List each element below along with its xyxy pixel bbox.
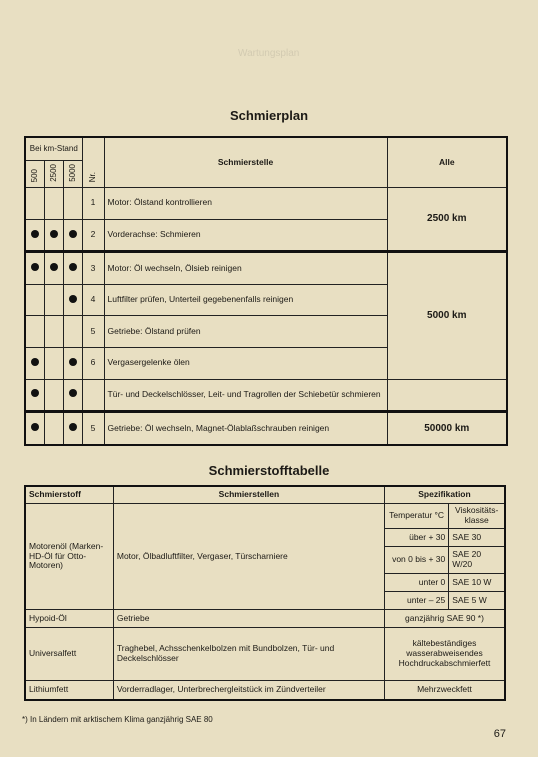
plan-schmierstelle: Getriebe: Öl wechseln, Magnet-Ölablaßschrauben reinigen xyxy=(104,412,387,445)
km-cell xyxy=(63,316,82,348)
spec-temp: unter 0 xyxy=(384,574,448,592)
alle-header: Alle xyxy=(387,137,507,188)
plan-schmierstelle: Vergasergelenke ölen xyxy=(104,347,387,379)
spec-temp: über + 30 xyxy=(384,529,448,547)
km-cell xyxy=(63,188,82,220)
bullet-dot-icon xyxy=(69,295,77,303)
km-500-header: 500 xyxy=(25,161,44,188)
motoroel-name: Motorenöl (Marken-HD-Öl für Otto-Motoren) xyxy=(25,504,113,610)
schmierstelle-header: Schmierstelle xyxy=(104,137,387,188)
schmierplan-title: Schmierplan xyxy=(229,108,309,123)
plan-nr: 3 xyxy=(82,252,104,285)
stoff-stellen: Vorderradlager, Unterbrechergleitstück im Zündverteiler xyxy=(113,681,384,701)
km-cell xyxy=(63,412,82,445)
km-cell xyxy=(44,252,63,285)
plan-schmierstelle: Motor: Öl wechseln, Ölsieb reinigen xyxy=(104,252,387,285)
schmierstellen-header: Schmierstellen xyxy=(113,486,384,504)
bullet-dot-icon xyxy=(69,263,77,271)
spec-visk: SAE 20 W/20 xyxy=(449,547,505,574)
km-cell xyxy=(63,284,82,316)
plan-schmierstelle: Getriebe: Ölstand prüfen xyxy=(104,316,387,348)
km-cell xyxy=(25,412,44,445)
km-cell xyxy=(25,188,44,220)
temp-header: Temperatur °C xyxy=(384,504,448,529)
page-number: 67 xyxy=(493,728,506,740)
bullet-dot-icon xyxy=(31,230,39,238)
bullet-dot-icon xyxy=(31,389,39,397)
spec-visk: SAE 30 xyxy=(449,529,505,547)
km-5000-header: 5000 xyxy=(63,161,82,188)
plan-schmierstelle: Motor: Ölstand kontrollieren xyxy=(104,188,387,220)
bullet-dot-icon xyxy=(69,358,77,366)
stoff-name: Universalfett xyxy=(25,628,113,681)
bleed-through-text: Wartungsplan xyxy=(238,48,300,59)
km-cell xyxy=(44,188,63,220)
plan-nr: 5 xyxy=(82,316,104,348)
plan-nr: 6 xyxy=(82,347,104,379)
plan-nr: 1 xyxy=(82,188,104,220)
km-2500-header: 2500 xyxy=(44,161,63,188)
km-cell xyxy=(44,219,63,252)
plan-schmierstelle: Tür- und Deckelschlösser, Leit- und Tragrollen der Schiebetür schmieren xyxy=(104,379,387,412)
bullet-dot-icon xyxy=(31,358,39,366)
schmierplan-table xyxy=(24,136,508,446)
km-cell xyxy=(25,252,44,285)
visk-header: Viskositäts-klasse xyxy=(449,504,505,529)
schmierstofftabelle-table xyxy=(24,485,506,701)
bullet-dot-icon xyxy=(69,389,77,397)
km-cell xyxy=(44,347,63,379)
plan-schmierstelle: Luftfilter prüfen, Unterteil gegebenenfalls reinigen xyxy=(104,284,387,316)
stoff-spec: ganzjährig SAE 90 *) xyxy=(384,610,505,628)
plan-nr: 4 xyxy=(82,284,104,316)
schmierstoff-header: Schmierstoff xyxy=(25,486,113,504)
stoff-spec: Mehrzweckfett xyxy=(384,681,505,701)
schmierstofftabelle-title: Schmierstofftabelle xyxy=(208,463,330,478)
plan-nr: 5 xyxy=(82,412,104,445)
km-cell xyxy=(63,379,82,412)
spec-visk: SAE 10 W xyxy=(449,574,505,592)
km-cell xyxy=(25,284,44,316)
stoff-name: Lithiumfett xyxy=(25,681,113,701)
nr-header: Nr. xyxy=(82,137,104,188)
plan-nr xyxy=(82,379,104,412)
motoroel-stellen: Motor, Ölbadluftfilter, Vergaser, Türscharniere xyxy=(113,504,384,610)
plan-nr: 2 xyxy=(82,219,104,252)
spec-temp: von 0 bis + 30 xyxy=(384,547,448,574)
bullet-dot-icon xyxy=(69,423,77,431)
stoff-stellen: Getriebe xyxy=(113,610,384,628)
bullet-dot-icon xyxy=(50,263,58,271)
footnote: *) In Ländern mit arktischem Klima ganzjährig SAE 80 xyxy=(22,715,213,724)
plan-interval: 50000 km xyxy=(387,412,507,445)
plan-interval: 5000 km xyxy=(387,252,507,379)
plan-schmierstelle: Vorderachse: Schmieren xyxy=(104,219,387,252)
km-cell xyxy=(63,219,82,252)
spezifikation-header: Spezifikation xyxy=(384,486,505,504)
km-cell xyxy=(25,347,44,379)
bullet-dot-icon xyxy=(31,263,39,271)
bullet-dot-icon xyxy=(50,230,58,238)
stoff-stellen: Traghebel, Achsschenkelbolzen mit Bundbolzen, Tür- und Deckelschlösser xyxy=(113,628,384,681)
km-cell xyxy=(63,252,82,285)
km-cell xyxy=(25,316,44,348)
km-cell xyxy=(44,379,63,412)
plan-row xyxy=(25,252,507,285)
plan-row xyxy=(25,412,507,445)
km-cell xyxy=(63,347,82,379)
bullet-dot-icon xyxy=(69,230,77,238)
bei-km-stand-label: Bei km-Stand xyxy=(25,137,82,161)
spec-visk: SAE 5 W xyxy=(449,592,505,610)
km-cell xyxy=(44,316,63,348)
bullet-dot-icon xyxy=(31,423,39,431)
km-cell xyxy=(44,284,63,316)
plan-row xyxy=(25,188,507,220)
spec-temp: unter – 25 xyxy=(384,592,448,610)
stoff-name: Hypoid-Öl xyxy=(25,610,113,628)
plan-interval: 2500 km xyxy=(387,188,507,252)
plan-row xyxy=(25,379,507,412)
km-cell xyxy=(25,379,44,412)
km-cell xyxy=(25,219,44,252)
stoff-spec: kältebeständiges wasserabweisendes Hochdruckabschmierfett xyxy=(384,628,505,681)
km-cell xyxy=(44,412,63,445)
